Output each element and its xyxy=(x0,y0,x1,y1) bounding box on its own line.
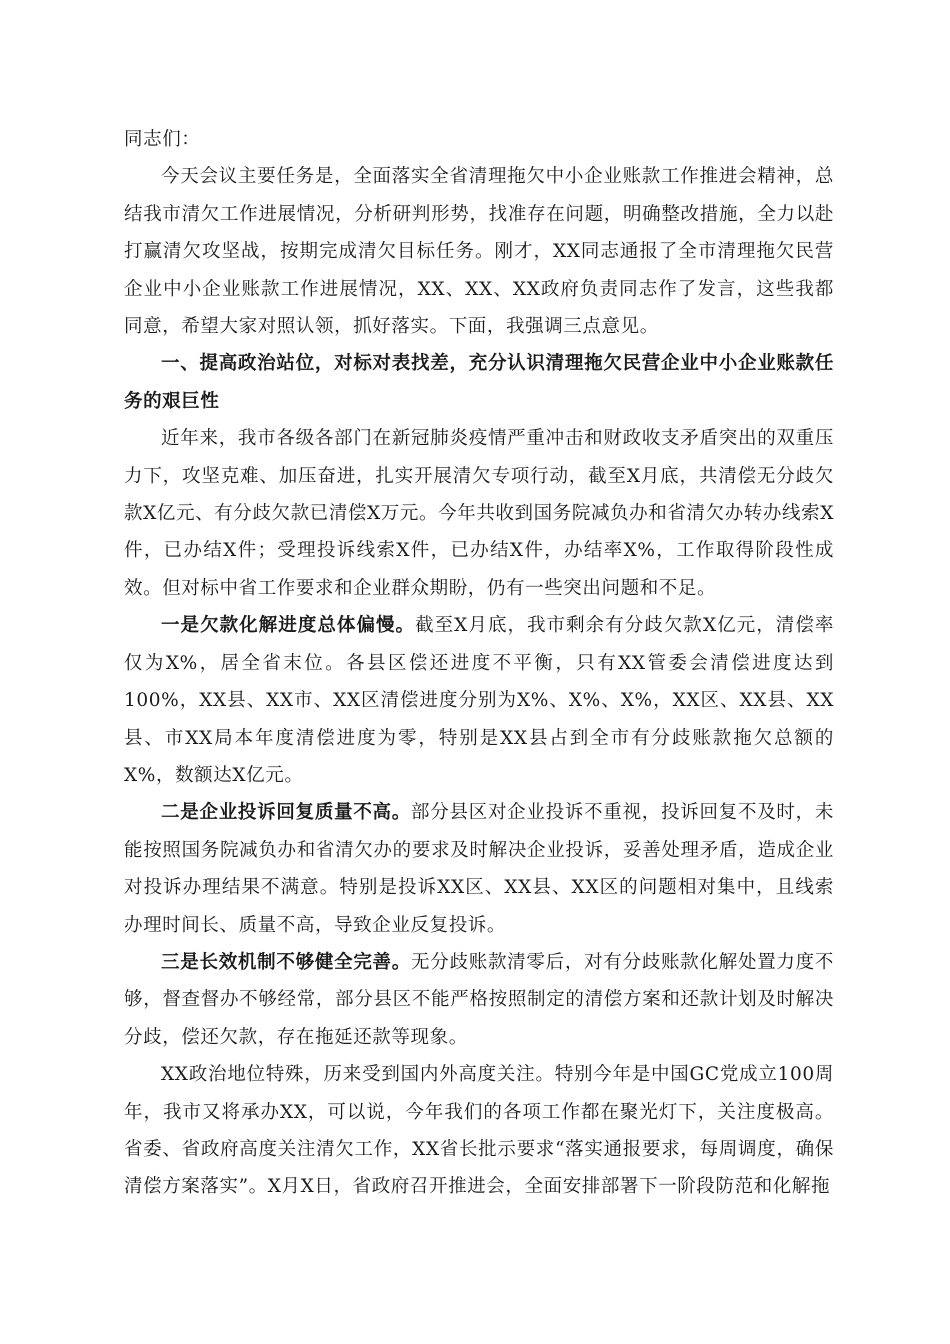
issue-3-paragraph xyxy=(124,944,834,1056)
section-heading-1: 一、提高政治站位，对标对表找差，充分认识清理拖欠民营企业中小企业账款任务的艰巨性 xyxy=(124,353,834,412)
issue-1-paragraph xyxy=(124,607,834,794)
intro-paragraph: 今天会议主要任务是，全面落实全省清理拖欠中小企业账款工作推进会精神，总结我市清欠工作进展情况，分析研判形势，找准存在问题，明确整改措施，全力以赴打赢清欠攻坚战，按期完成清欠目标任务。刚才，XX同志通报了全市清理拖欠民营企业中小企业账款工作进展情况，XX、XX、XX政府负责同志作了发言，这些我都同意，希望大家对照认领，抓好落实。下面，我强调三点意见。 xyxy=(124,166,834,338)
issue-2-body: 部分县区对企业投诉不重视，投诉回复不及时，未能按照国务院减负办和省清欠办的要求及时解决企业投诉，妥善处理矛盾，造成企业对投诉办理结果不满意。特别是投诉XX区、XX县、XX区的问题相对集中，且线索办理时间长、质量不高，导致企业反复投诉。 xyxy=(124,802,834,936)
issue-1-lead: 一是欠款化解进度总体偏慢。 xyxy=(161,615,416,637)
status-paragraph: XX政治地位特殊，历来受到国内外高度关注。特别今年是中国GC党成立100周年，我市又将承办XX，可以说，今年我们的各项工作都在聚光灯下，关注度极高。省委、省政府高度关注清欠工作，XX省长批示要求“落实通报要求，每周调度，确保清偿方案落实”。X月X日，省政府召开推进会，全面安排部署下一阶段防范和化解拖 xyxy=(124,1064,834,1198)
issue-2-lead: 二是企业投诉回复质量不高。 xyxy=(161,802,412,824)
salutation: 同志们： xyxy=(124,129,201,150)
document-body xyxy=(124,121,834,1206)
issue-3-lead: 三是长效机制不够健全完善。 xyxy=(161,951,412,973)
issue-3-body: 无分歧账款清零后，对有分歧账款化解处置力度不够，督查督办不够经常，部分县区不能严格按照制定的清偿方案和还款计划及时解决分歧，偿还欠款，存在拖延还款等现象。 xyxy=(124,951,834,1048)
issue-1-body: 截至X月底，我市剩余有分歧欠款X亿元，清偿率仅为X%，居全省末位。各县区偿还进度不平衡，只有XX管委会清偿进度达到100%，XX县、XX市、XX区清偿进度分别为X%、X%、X%，XX区、XX县、XX县、市XX局本年度清偿进度为零，特别是XX县占到全市有分歧账款拖欠总额的X%，数额达X亿元。 xyxy=(124,615,834,786)
recent-progress-paragraph: 近年来，我市各级各部门在新冠肺炎疫情严重冲击和财政收支矛盾突出的双重压力下，攻坚克难、加压奋进，扎实开展清欠专项行动，截至X月底，共清偿无分歧欠款X亿元、有分歧欠款已清偿X万元。今年共收到国务院减负办和省清欠办转办线索X件，已办结X件；受理投诉线索X件，已办结X件，办结率X%，工作取得阶段性成效。但对标中省工作要求和企业群众期盼，仍有一些突出问题和不足。 xyxy=(124,428,834,599)
issue-2-paragraph xyxy=(124,794,834,944)
